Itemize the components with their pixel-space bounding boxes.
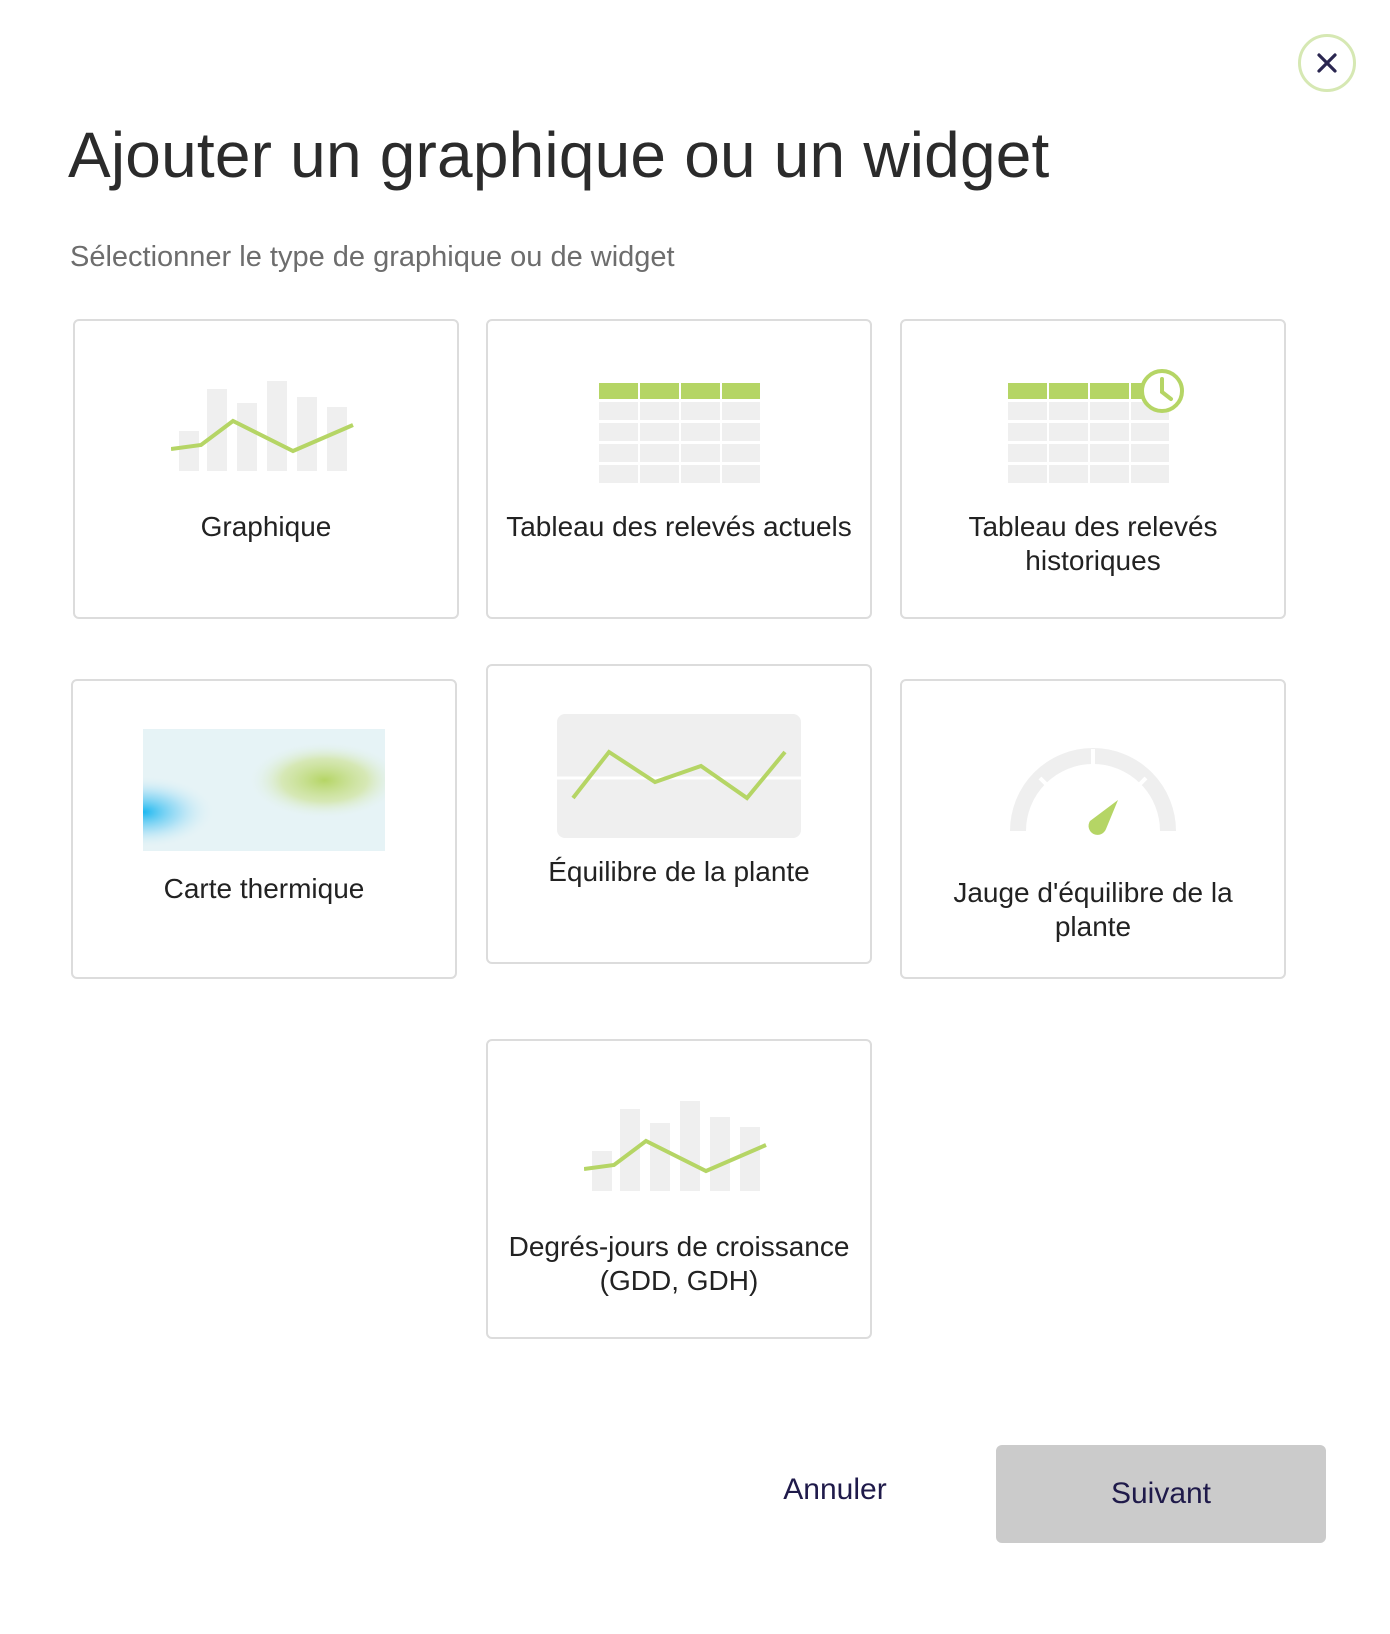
next-button[interactable]: Suivant bbox=[996, 1445, 1326, 1543]
option-card-heatmap[interactable] bbox=[71, 679, 457, 979]
bar-line-chart-icon bbox=[171, 381, 361, 475]
option-card-current-readings-table[interactable] bbox=[486, 319, 872, 619]
dialog-title: Ajouter un graphique ou un widget bbox=[68, 119, 1050, 191]
bar-line-chart-icon bbox=[584, 1101, 774, 1195]
option-card-plant-balance[interactable] bbox=[486, 664, 872, 964]
option-label: Degrés-jours de croissance (GDD, GDH) bbox=[508, 1231, 850, 1296]
option-label: Graphique bbox=[200, 511, 332, 542]
option-label: Tableau des relevés actuels bbox=[506, 511, 852, 542]
option-label: Carte thermique bbox=[163, 873, 365, 904]
option-label: Jauge d'équilibre de la plante bbox=[953, 877, 1233, 942]
option-label: Équilibre de la plante bbox=[548, 856, 810, 887]
option-card-historical-readings-table[interactable] bbox=[900, 319, 1286, 619]
line-chart-icon bbox=[557, 714, 801, 838]
dialog-subtitle: Sélectionner le type de graphique ou de widget bbox=[70, 241, 675, 273]
gauge-icon bbox=[1010, 745, 1176, 841]
option-card-graphique[interactable] bbox=[73, 319, 459, 619]
option-card-growing-degree-days[interactable] bbox=[486, 1039, 872, 1339]
option-card-plant-balance-gauge[interactable] bbox=[900, 679, 1286, 979]
cancel-button[interactable]: Annuler bbox=[765, 1460, 905, 1520]
table-icon bbox=[598, 382, 760, 484]
close-button[interactable] bbox=[1298, 34, 1356, 92]
close-icon bbox=[1315, 51, 1339, 75]
heatmap-icon bbox=[143, 729, 385, 851]
option-label: Tableau des relevés historiques bbox=[968, 511, 1218, 576]
table-history-icon bbox=[1000, 367, 1186, 483]
